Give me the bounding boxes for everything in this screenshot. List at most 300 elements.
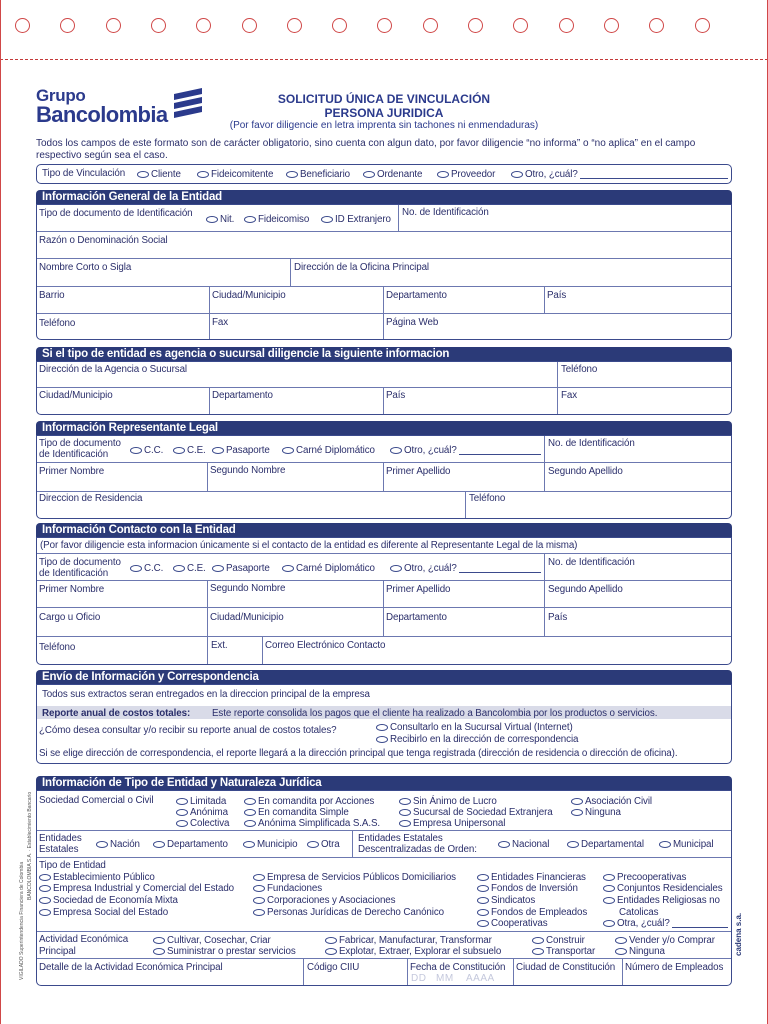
soc-ninguna[interactable]: [571, 807, 621, 818]
divider: [37, 607, 731, 608]
radio-icon: [243, 841, 255, 848]
fecha-constitucion-field[interactable]: Fecha de Constitución: [410, 962, 506, 973]
con-cargo-field[interactable]: Cargo u Oficio: [39, 612, 101, 623]
te-fundaciones[interactable]: [253, 883, 322, 894]
rep-segundo-nombre-field[interactable]: Segundo Nombre: [210, 465, 286, 476]
option-label: Corporaciones y Asociaciones: [267, 895, 396, 906]
perforation-hole-icon: [695, 18, 710, 33]
divider: [37, 830, 731, 831]
radio-icon: [173, 447, 185, 454]
option-beneficiario[interactable]: [286, 169, 350, 180]
con-telefono-field[interactable]: Teléfono: [39, 642, 76, 653]
te-establecimiento[interactable]: [39, 872, 155, 883]
te-economia-mixta[interactable]: [39, 895, 178, 906]
radio-icon: [176, 820, 188, 827]
option-label: Beneficiario: [300, 169, 350, 180]
radio-icon: [244, 809, 256, 816]
divider: [557, 362, 558, 414]
con-segundo-apellido-field[interactable]: Segundo Apellido: [548, 584, 623, 595]
otra-input-line[interactable]: [672, 919, 728, 928]
divider: [37, 286, 731, 287]
est-departamento[interactable]: [153, 839, 228, 850]
divider: [37, 958, 731, 959]
radio-icon: [376, 724, 388, 731]
divider: [37, 258, 731, 259]
direccion-field[interactable]: Dirección de la Oficina Principal: [294, 262, 430, 273]
tipo-entidad-label: Tipo de Entidad: [39, 860, 106, 871]
option-label: Otro, ¿cuál?: [404, 445, 457, 456]
radio-icon: [325, 937, 337, 944]
option-label: Fideicomiso: [258, 214, 310, 225]
divider: [37, 462, 731, 463]
option-label: Cliente: [151, 169, 181, 180]
est-municipio[interactable]: [243, 839, 297, 850]
radio-icon: [244, 216, 256, 223]
soc-unipersonal[interactable]: [399, 818, 505, 829]
option-label: Limitada: [190, 796, 227, 807]
no-id-field[interactable]: No. de Identificación: [402, 207, 489, 218]
act-construir[interactable]: [532, 935, 585, 946]
option-label: Transportar: [546, 946, 596, 957]
detalle-actividad-field[interactable]: Detalle de la Actividad Económica Principal: [39, 962, 223, 973]
option-label: Asociación Civil: [585, 796, 653, 807]
radio-icon: [212, 565, 224, 572]
divider: [544, 554, 545, 636]
rep-telefono-field[interactable]: Teléfono: [469, 493, 506, 504]
contacto-note: (Por favor diligencie esta informacion únicamente si el contacto de la entidad es diferente al Representante Legal de la misma): [40, 540, 578, 551]
radio-icon: [477, 909, 489, 916]
con-correo-field[interactable]: Correo Electrónico Contacto: [265, 640, 386, 651]
option-label: Empresa de Servicios Públicos Domiciliarios: [267, 872, 456, 883]
section-header-representante: Información Representante Legal: [36, 421, 732, 435]
reporte-option-virtual[interactable]: [376, 722, 573, 733]
vinculacion-label: Tipo de Vinculación: [42, 168, 126, 179]
con-tipo-doc-label: Tipo de documento: [39, 557, 121, 568]
radio-icon: [390, 565, 402, 572]
option-label: Sin Ánimo de Lucro: [413, 796, 497, 807]
option-label: Pasaporte: [226, 563, 270, 574]
radio-icon: [603, 874, 615, 881]
otro-input-line[interactable]: [459, 446, 541, 455]
estatales-label: Entidades: [39, 833, 82, 844]
option-label: Consultarlo en la Sucursal Virtual (Internet): [390, 722, 573, 733]
rep-no-id-field[interactable]: No. de Identificación: [548, 438, 635, 449]
con-option-pasaporte[interactable]: [212, 563, 270, 574]
radio-icon: [173, 565, 185, 572]
te-derecho-canonico[interactable]: [253, 907, 444, 918]
radio-icon: [286, 171, 298, 178]
divider: [37, 857, 731, 858]
option-label: Fideicomitente: [211, 169, 274, 180]
option-label: Anónima: [190, 807, 228, 818]
act-cultivar[interactable]: [153, 935, 271, 946]
te-otra[interactable]: [603, 918, 728, 929]
con-option-ce[interactable]: [173, 563, 206, 574]
radio-icon: [477, 920, 489, 927]
pais-field[interactable]: País: [547, 290, 567, 301]
option-label: Conjuntos Residenciales: [617, 883, 723, 894]
option-label: Municipio: [257, 839, 298, 850]
date-aaaa: AAAA: [466, 973, 495, 984]
option-label: Explotar, Extraer, Explorar el subsuelo: [339, 946, 502, 957]
radio-icon: [376, 736, 388, 743]
left-edge-line: [0, 0, 1, 1024]
radio-icon: [39, 909, 51, 916]
act-vender[interactable]: [615, 935, 715, 946]
radio-icon: [253, 909, 265, 916]
radio-icon: [153, 937, 165, 944]
rep-option-pasaporte[interactable]: [212, 445, 270, 456]
radio-icon: [153, 841, 165, 848]
divider: [262, 637, 263, 664]
radio-icon: [325, 948, 337, 955]
section-header-general: Información General de la Entidad: [36, 190, 732, 204]
divider: [407, 959, 408, 985]
sociedad-label: Sociedad Comercial o Civil: [39, 795, 154, 806]
radio-icon: [176, 809, 188, 816]
option-label: Fundaciones: [267, 883, 322, 894]
te-social-estado[interactable]: [39, 907, 168, 918]
numero-empleados-field[interactable]: Número de Empleados: [625, 962, 724, 973]
agencia-pais-field[interactable]: País: [386, 390, 406, 401]
te-fondos-inversion[interactable]: [477, 883, 578, 894]
reporte-title: Reporte anual de costos totales:: [42, 708, 191, 719]
divider: [383, 463, 384, 491]
option-label: Construir: [546, 935, 585, 946]
est-otra[interactable]: [307, 839, 340, 850]
radio-icon: [477, 885, 489, 892]
con-option-otro[interactable]: [390, 563, 541, 574]
te-religiosas-cont: Catolicas: [619, 907, 659, 918]
act-servicios[interactable]: [153, 946, 296, 957]
option-label: C.E.: [187, 445, 206, 456]
logo-bancolombia: Bancolombia: [36, 102, 168, 127]
radio-icon: [390, 447, 402, 454]
option-label: Establecimiento Público: [53, 872, 155, 883]
radio-icon: [399, 809, 411, 816]
con-option-carne[interactable]: [282, 563, 375, 574]
option-label: Recibirlo en la dirección de correspondencia: [390, 734, 579, 745]
tipo-doc-label: Tipo de documento de Identificación: [39, 208, 193, 219]
radio-icon: [96, 841, 108, 848]
radio-icon: [399, 798, 411, 805]
perforation-hole-icon: [151, 18, 166, 33]
radio-icon: [253, 874, 265, 881]
act-explotar[interactable]: [325, 946, 501, 957]
radio-icon: [282, 565, 294, 572]
rep-primer-nombre-field[interactable]: Primer Nombre: [39, 466, 105, 477]
rep-option-otro[interactable]: [390, 445, 541, 456]
option-label: Personas Jurídicas de Derecho Canónico: [267, 907, 444, 918]
divider: [465, 492, 466, 518]
reporte-option-correspondencia[interactable]: [376, 734, 578, 745]
radio-icon: [253, 885, 265, 892]
reporte-nota: Si se elige dirección de correspondencia, el reporte llegará a la dirección principal que tenga registrada (dirección de residencia o dirección de oficina).: [39, 748, 678, 759]
divider: [37, 231, 731, 232]
radio-icon: [399, 820, 411, 827]
form-subtitle-type: PERSONA JURIDICA: [324, 106, 444, 120]
agencia-departamento-field[interactable]: Departamento: [212, 390, 273, 401]
te-cooperativas[interactable]: [477, 918, 548, 929]
telefono-field[interactable]: Teléfono: [39, 318, 76, 329]
side-legal-text-2: BANCOLOMBIA S.A. · Establecimiento Bancario: [27, 791, 33, 900]
act-transportar[interactable]: [532, 946, 595, 957]
con-primer-apellido-field[interactable]: Primer Apellido: [386, 584, 451, 595]
option-label: Ordenante: [377, 169, 423, 180]
soc-limitada[interactable]: [176, 796, 226, 807]
te-conjuntos[interactable]: [603, 883, 723, 894]
radio-icon: [244, 798, 256, 805]
radio-icon: [477, 897, 489, 904]
perforation-hole-icon: [287, 18, 302, 33]
divider: [622, 959, 623, 985]
te-sindicatos[interactable]: [477, 895, 535, 906]
option-label: Entidades Financieras: [491, 872, 586, 883]
radio-icon: [206, 216, 218, 223]
radio-icon: [363, 171, 375, 178]
te-religiosas[interactable]: [603, 895, 720, 906]
divider: [352, 831, 353, 857]
intro-text: Todos los campos de este formato son de carácter obligatorio, sino cuenta con algun dato, por favor diligencie “no informa” o “no aplica” en el campo respectivo según sea el caso.: [36, 138, 696, 161]
option-label: Sindicatos: [491, 895, 536, 906]
radio-icon: [659, 841, 671, 848]
radio-icon: [532, 937, 544, 944]
option-label: Colectiva: [190, 818, 230, 829]
divider: [37, 553, 731, 554]
te-industrial-comercial[interactable]: [39, 883, 234, 894]
act-fabricar[interactable]: [325, 935, 492, 946]
section-header-agencia: Si el tipo de entidad es agencia o sucursal diligencie la siguiente informacion: [36, 347, 732, 361]
radio-icon: [477, 874, 489, 881]
radio-icon: [212, 447, 224, 454]
option-label: Pasaporte: [226, 445, 270, 456]
divider: [37, 387, 731, 388]
cadena-mark: cadena s.a.: [734, 912, 743, 956]
desc-nacional[interactable]: [498, 839, 549, 850]
soc-sin-animo[interactable]: [399, 796, 497, 807]
option-ordenante[interactable]: [363, 169, 422, 180]
otro-input-line[interactable]: [459, 564, 541, 573]
fax-field[interactable]: Fax: [212, 317, 229, 328]
agencia-telefono-field[interactable]: Teléfono: [561, 364, 598, 375]
divider: [209, 388, 210, 414]
section-header-envio: Envío de Información y Correspondencia: [36, 670, 732, 684]
radio-icon: [153, 948, 165, 955]
con-primer-nombre-field[interactable]: Primer Nombre: [39, 584, 105, 595]
rep-segundo-apellido-field[interactable]: Segundo Apellido: [548, 466, 623, 477]
radio-icon: [437, 171, 449, 178]
divider: [303, 959, 304, 985]
reporte-desc: Este reporte consolida los pagos que el cliente ha realizado a Bancolombia por los productos o servicios.: [212, 708, 658, 719]
section-header-contacto: Información Contacto con la Entidad: [36, 523, 732, 537]
radio-icon: [39, 885, 51, 892]
divider: [544, 436, 545, 491]
option-label: Otra, ¿cuál?: [617, 918, 670, 929]
option-fideicomiso[interactable]: [244, 214, 309, 225]
option-id-extranjero[interactable]: [321, 214, 391, 225]
option-proveedor[interactable]: [437, 169, 495, 180]
divider: [398, 205, 399, 231]
divider: [207, 463, 208, 491]
radio-icon: [130, 447, 142, 454]
perforation-hole-icon: [332, 18, 347, 33]
con-departamento-field[interactable]: Departamento: [386, 612, 447, 623]
radio-icon: [498, 841, 510, 848]
rep-residencia-field[interactable]: Direccion de Residencia: [39, 493, 143, 504]
envio-extractos-text: Todos sus extractos seran entregados en la direccion principal de la empresa: [42, 689, 370, 700]
soc-asociacion-civil[interactable]: [571, 796, 652, 807]
estatales-label-2: Estatales: [39, 844, 79, 855]
radio-icon: [197, 171, 209, 178]
radio-icon: [532, 948, 544, 955]
soc-sas[interactable]: [244, 818, 380, 829]
desc-departamental[interactable]: [567, 839, 644, 850]
actividad-label-2: Principal: [39, 946, 76, 957]
radio-icon: [321, 216, 333, 223]
option-label: Departamento: [167, 839, 228, 850]
te-servicios-publicos[interactable]: [253, 872, 456, 883]
agencia-fax-field[interactable]: Fax: [561, 390, 578, 401]
option-label: Cooperativas: [491, 918, 548, 929]
radio-icon: [615, 937, 627, 944]
form-title: SOLICITUD ÚNICA DE VINCULACIÓN: [277, 92, 491, 106]
reporte-pregunta: ¿Cómo desea consultar y/o recibir su reporte anual de costos totales?: [39, 725, 337, 736]
descentralizadas-label: Entidades Estatales: [358, 833, 443, 844]
option-nit[interactable]: [206, 214, 234, 225]
radio-icon: [253, 897, 265, 904]
rep-option-ce[interactable]: [173, 445, 206, 456]
soc-anonima[interactable]: [176, 807, 228, 818]
radio-icon: [615, 948, 627, 955]
radio-icon: [176, 798, 188, 805]
divider: [37, 931, 731, 932]
desc-municipal[interactable]: [659, 839, 713, 850]
radio-icon: [307, 841, 319, 848]
soc-comandita-simple[interactable]: [244, 807, 349, 818]
te-fondos-empleados[interactable]: [477, 907, 587, 918]
rep-option-carne[interactable]: [282, 445, 375, 456]
radio-icon: [39, 897, 51, 904]
descentralizadas-label-2: Descentralizadas de Orden:: [358, 844, 477, 855]
radio-icon: [571, 798, 583, 805]
option-label: Otro, ¿cuál?: [404, 563, 457, 574]
departamento-field[interactable]: Departamento: [386, 290, 447, 301]
con-segundo-nombre-field[interactable]: Segundo Nombre: [210, 583, 286, 594]
option-label: Carné Diplomático: [296, 445, 375, 456]
rep-tipo-doc-label-2: de Identificación: [39, 449, 109, 460]
perforation-hole-icon: [106, 18, 121, 33]
divider: [207, 581, 208, 664]
option-label: Sociedad de Economía Mixta: [53, 895, 178, 906]
option-label: Vender y/o Comprar: [629, 935, 715, 946]
divider: [37, 313, 731, 314]
radio-icon: [571, 809, 583, 816]
perforation-hole-icon: [15, 18, 30, 33]
perforation-hole-icon: [242, 18, 257, 33]
option-label: ID Extranjero: [335, 214, 391, 225]
option-label: Municipal: [673, 839, 714, 850]
divider: [383, 388, 384, 414]
ciiu-field[interactable]: Código CIIU: [307, 962, 360, 973]
radio-icon: [511, 171, 523, 178]
option-label: Cultivar, Cosechar, Criar: [167, 935, 271, 946]
radio-icon: [567, 841, 579, 848]
option-label: Suministrar o prestar servicios: [167, 946, 296, 957]
perforation-hole-icon: [423, 18, 438, 33]
radio-icon: [603, 885, 615, 892]
radio-icon: [603, 920, 615, 927]
con-ext-field[interactable]: Ext.: [211, 640, 228, 651]
razon-social-field[interactable]: Razón o Denominación Social: [39, 235, 168, 246]
option-label: Nacional: [512, 839, 550, 850]
option-label: Fondos de Empleados: [491, 907, 588, 918]
est-nacion[interactable]: [96, 839, 140, 850]
con-ciudad-field[interactable]: Ciudad/Municipio: [210, 612, 284, 623]
radio-icon: [244, 820, 256, 827]
te-corporaciones[interactable]: [253, 895, 395, 906]
pagina-web-field[interactable]: Página Web: [386, 317, 439, 328]
option-label: Precooperativas: [617, 872, 687, 883]
divider: [513, 959, 514, 985]
option-label: Ninguna: [585, 807, 621, 818]
radio-icon: [130, 565, 142, 572]
date-dd: DD: [411, 973, 427, 984]
option-label: Empresa Unipersonal: [413, 818, 506, 829]
agencia-direccion-field[interactable]: Dirección de la Agencia o Sucursal: [39, 364, 187, 375]
option-label: Nit.: [220, 214, 235, 225]
option-cliente[interactable]: [137, 169, 181, 180]
radio-icon: [137, 171, 149, 178]
logo-grupo: Grupo: [36, 86, 86, 105]
radio-icon: [282, 447, 294, 454]
agencia-ciudad-field[interactable]: Ciudad/Municipio: [39, 390, 113, 401]
date-mm: MM: [436, 973, 454, 984]
ciudad-field[interactable]: Ciudad/Municipio: [212, 290, 286, 301]
option-label: Fabricar, Manufacturar, Transformar: [339, 935, 492, 946]
divider: [209, 287, 210, 339]
section-header-naturaleza: Información de Tipo de Entidad y Naturaleza Jurídica: [36, 776, 732, 790]
ciudad-constitucion-field[interactable]: Ciudad de Constitución: [516, 962, 616, 973]
option-label: Proveedor: [451, 169, 496, 180]
option-label: C.E.: [187, 563, 206, 574]
rep-option-cc[interactable]: [130, 445, 163, 456]
con-option-cc[interactable]: [130, 563, 163, 574]
con-no-id-field[interactable]: No. de Identificación: [548, 557, 635, 568]
rep-primer-apellido-field[interactable]: Primer Apellido: [386, 466, 451, 477]
option-otro[interactable]: [511, 169, 728, 180]
radio-icon: [603, 897, 615, 904]
option-label: Nación: [110, 839, 140, 850]
option-fideicomitente[interactable]: [197, 169, 273, 180]
option-label: Departamental: [581, 839, 644, 850]
option-label: Sucursal de Sociedad Extranjera: [413, 807, 553, 818]
option-label: Entidades Religiosas no: [617, 895, 720, 906]
side-legal-text-1: VIGILADO Superintendencia Financiera de Colombia: [19, 861, 25, 980]
otro-input-line[interactable]: [580, 170, 728, 179]
con-pais-field[interactable]: País: [548, 612, 568, 623]
divider: [37, 636, 731, 637]
te-financieras[interactable]: [477, 872, 586, 883]
divider: [37, 580, 731, 581]
act-ninguna[interactable]: [615, 946, 665, 957]
soc-comandita-acciones[interactable]: [244, 796, 374, 807]
soc-sucursal-extranjera[interactable]: [399, 807, 553, 818]
divider: [544, 287, 545, 313]
te-precooperativas[interactable]: [603, 872, 686, 883]
nombre-corto-field[interactable]: Nombre Corto o Sigla: [39, 262, 132, 273]
barrio-field[interactable]: Barrio: [39, 290, 65, 301]
soc-colectiva[interactable]: [176, 818, 229, 829]
